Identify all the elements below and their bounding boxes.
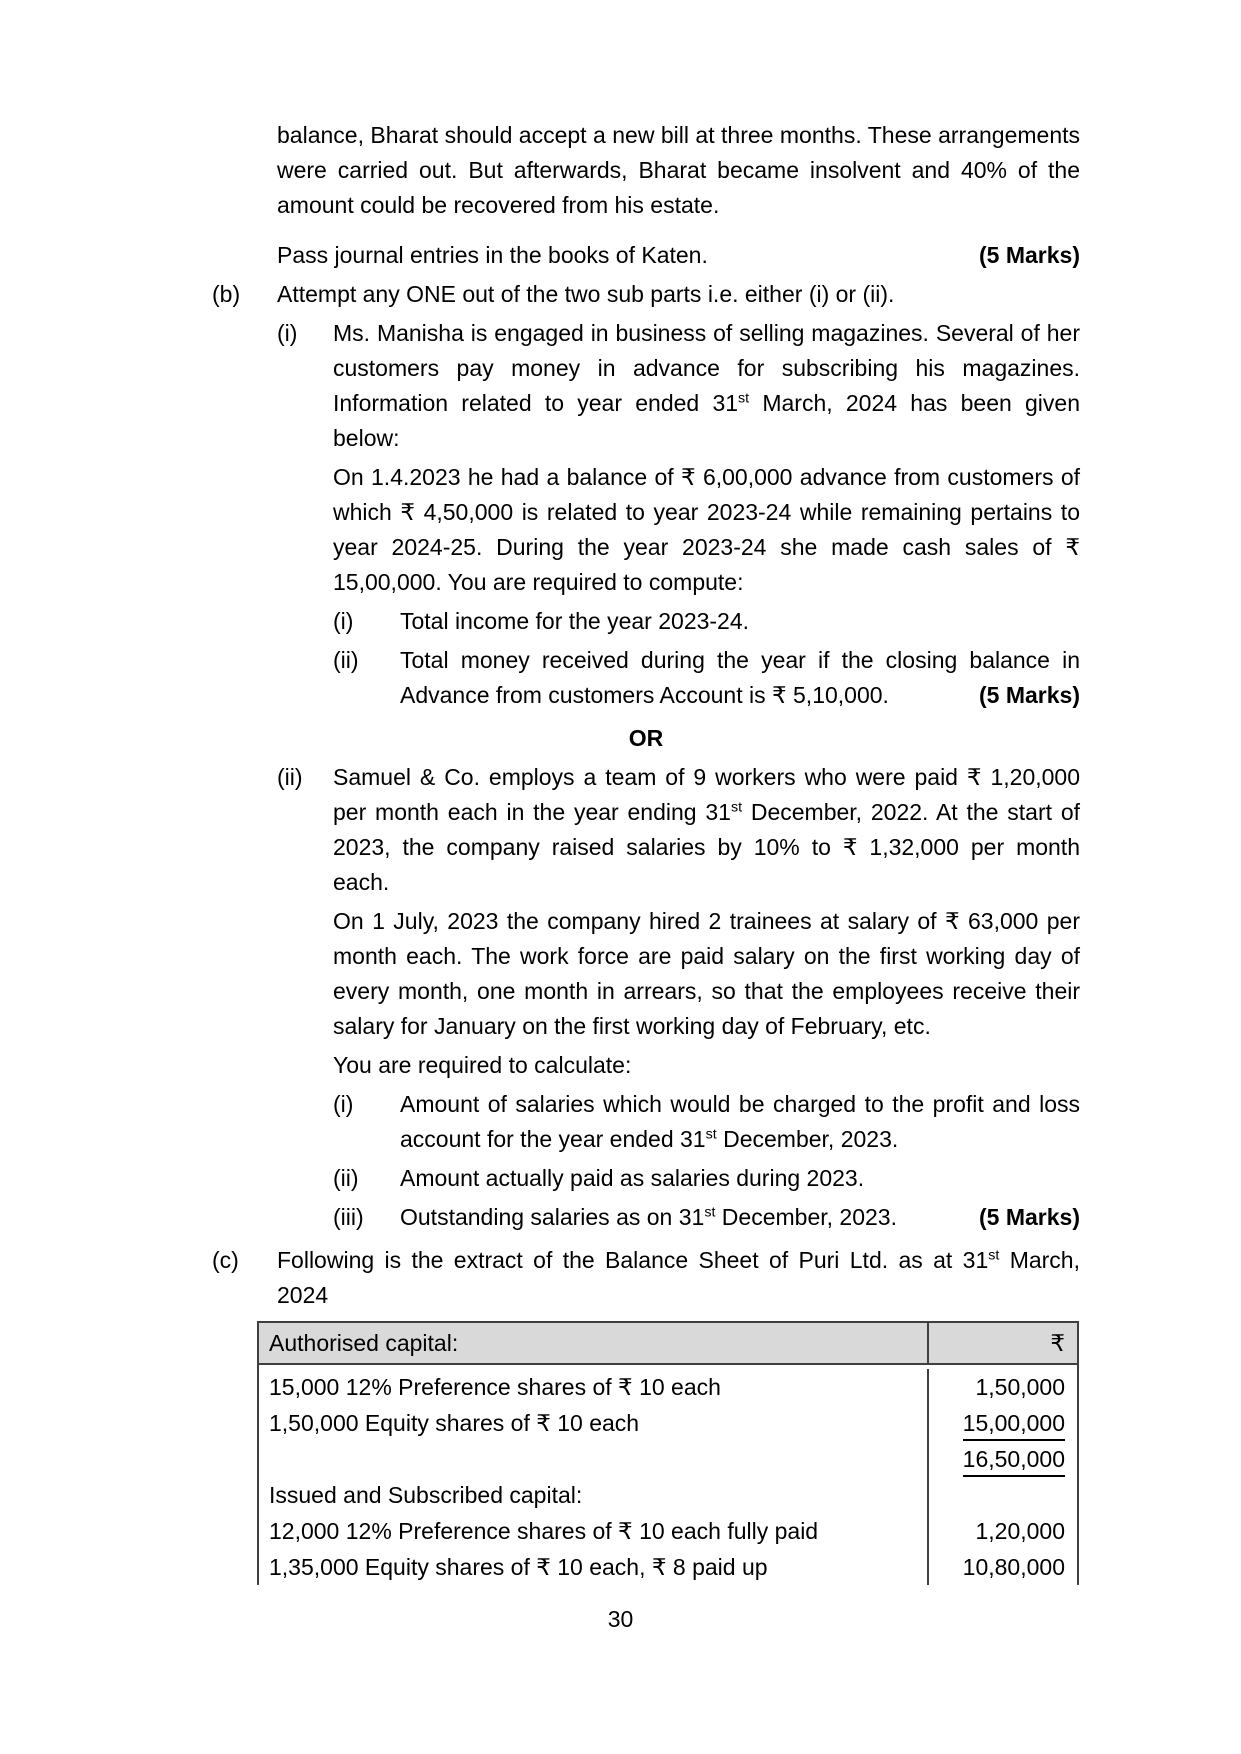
question-b-marker: (b) [212,281,241,307]
marks-label: (5 Marks) [979,682,1080,708]
list-item-text: Amount actually paid as salaries during 2023. [400,1165,865,1191]
table-row-amount: 16,50,000 [929,1441,1065,1477]
table-row-amount: 1,50,000 [975,1374,1065,1400]
list-item-text: Outstanding salaries as on 31st December, 2023. (5 Marks) [400,1200,1080,1235]
balance-sheet-table [257,1321,1079,1585]
list-item-text: Total income for the year 2023-24. [400,608,750,634]
paragraph-samuel-calculate: You are required to calculate: [333,1052,632,1078]
question-b [212,277,1080,312]
page-number: 30 [607,1606,634,1632]
table-row-amount: 1,20,000 [975,1518,1065,1544]
table-header-label: Authorised capital: [269,1329,459,1356]
table-row-label: 12,000 12% Preference shares of ₹ 10 each fully paid [269,1518,819,1544]
list-item-marker: (ii) [333,647,359,673]
table-row-label: 15,000 12% Preference shares of ₹ 10 each [269,1374,721,1400]
list-item-marker: (i) [333,1091,354,1117]
question-b-text: Attempt any ONE out of the two sub parts i.e. either (i) or (ii). [277,281,895,307]
list-item [333,604,1080,639]
list-item [333,643,1080,713]
table-row-amount [929,1477,1065,1513]
paragraph-pass-journal [277,238,1080,273]
table-row-amount: 15,00,000 [929,1405,1065,1441]
subpart-i-body [333,316,1080,717]
paragraph-samuel-trainees: On 1 July, 2023 the company hired 2 trainees at salary of ₹ 63,000 per month each. The work force are paid salary on the first working day of every month, one month in arrears, so that the employees receive their salary for January on the first working day of February, etc. [333,908,1080,1039]
table-row-label [269,1441,927,1477]
subpart-ii-marker: (ii) [277,764,303,790]
table-header-currency: ₹ [927,1323,1077,1363]
marks-label-a: (5 Marks) [979,242,1080,268]
paragraph-bharat-bill: balance, Bharat should accept a new bill at three months. These arrangements were carried out. But afterwards, Bharat became insolvent and 40% of the amount could be recovered from his estate. [277,122,1080,218]
list-item-marker: (i) [333,608,354,634]
list-item-marker: (ii) [333,1165,359,1191]
subpart-i-marker: (i) [277,320,298,346]
paragraph-manisha-data: On 1.4.2023 he had a balance of ₹ 6,00,000 advance from customers of which ₹ 4,50,000 is related to year 2023-24 while remaining pertains to year 2024-25. During the year 2023-24 she made cash sales of ₹ 15,00,000. You are required to compute: [333,464,1080,595]
marks-label: (5 Marks) [979,1204,1080,1230]
table-row-amount: 10,80,000 [962,1554,1065,1580]
table-row-label: Issued and Subscribed capital: [269,1482,583,1508]
list-item [333,1087,1080,1157]
question-c [212,1243,1080,1313]
table-header-row [257,1321,1079,1365]
list-item [333,1161,1080,1196]
paragraph-manisha-intro: Ms. Manisha is engaged in business of selling magazines. Several of her customers pay money in advance for subscribing his magazines. Information related to year ended 31st March, 2024 has been given below: [333,320,1080,451]
samuel-requirements-list [333,1087,1080,1235]
subpart-ii [277,760,1080,1239]
paragraph-samuel-intro: Samuel & Co. employs a team of 9 workers who were paid ₹ 1,20,000 per month each in the year ending 31st December, 2022. At the start of 2023, the company raised salaries by 10% to ₹ 1,32,000 per month each. [333,764,1080,895]
list-item-marker: (iii) [333,1204,364,1230]
list-item-text: Amount of salaries which would be charged to the profit and loss account for the year ended 31st December, 2023. [400,1091,1080,1152]
table-body [257,1365,1079,1585]
question-c-text: Following is the extract of the Balance Sheet of Puri Ltd. as at 31st March, 2024 [277,1247,1080,1308]
table-amount-column [927,1369,1077,1585]
or-separator: OR [628,725,664,751]
table-row-label: 1,35,000 Equity shares of ₹ 10 each, ₹ 8 paid up [269,1554,768,1580]
question-c-marker: (c) [212,1247,239,1273]
subpart-i [277,316,1080,717]
pass-journal-text: Pass journal entries in the books of Katen. [277,242,708,268]
manisha-requirements-list [333,604,1080,713]
list-item-text: Total money received during the year if the closing balance in Advance from customers Account is ₹ 5,10,000. (5 Marks) [400,643,1080,713]
subpart-ii-body [333,760,1080,1239]
list-item [333,1200,1080,1235]
table-label-column [259,1369,927,1585]
table-row-label: 1,50,000 Equity shares of ₹ 10 each [269,1410,640,1436]
